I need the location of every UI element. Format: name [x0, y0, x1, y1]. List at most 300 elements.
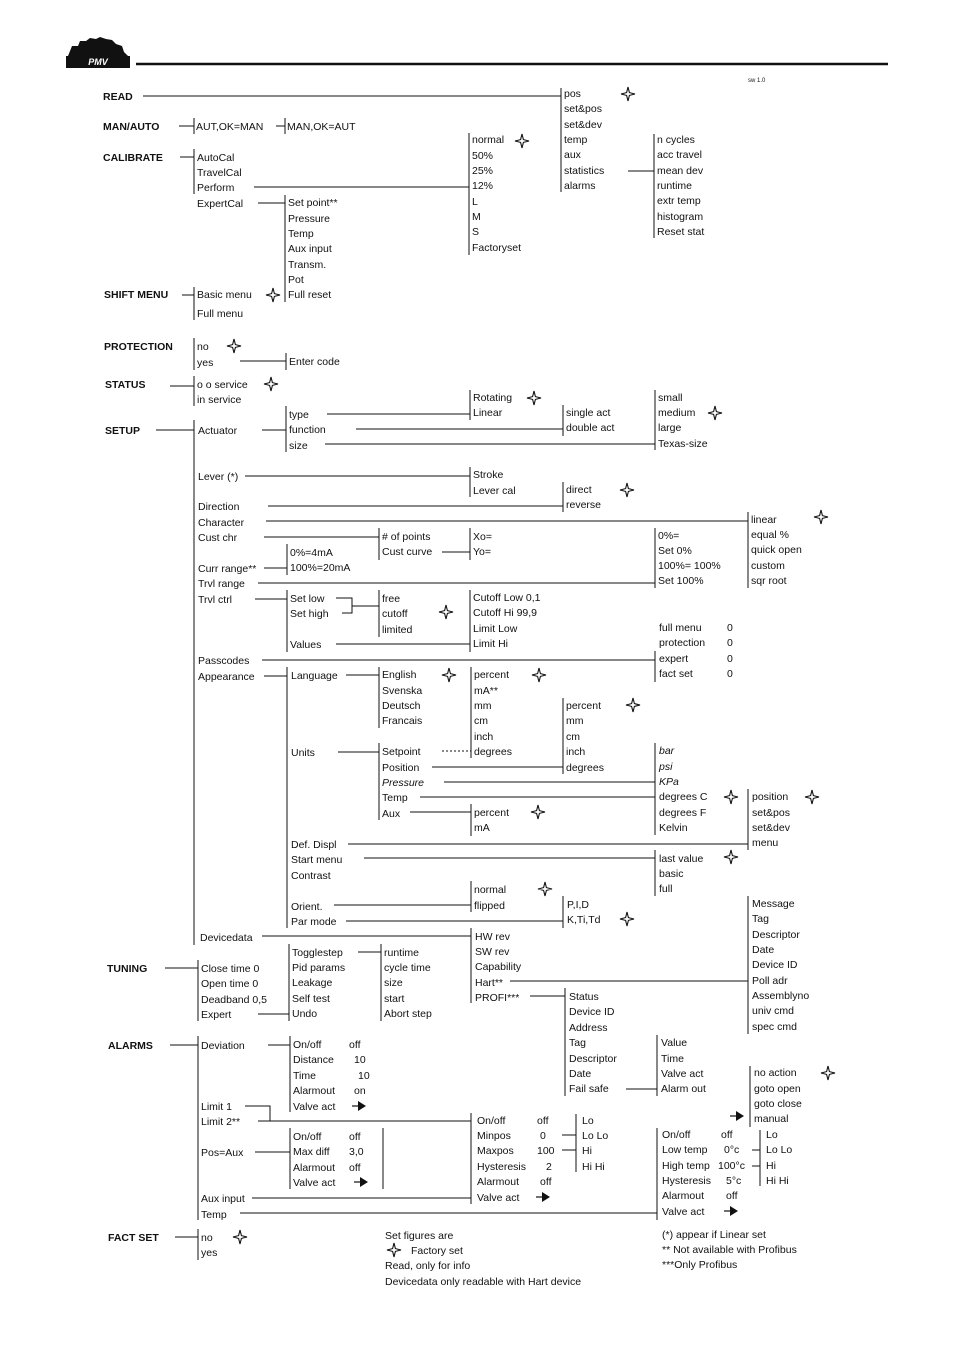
- cust-chr-item: Cust curve: [382, 546, 433, 558]
- goto-arrow-icon: [354, 1177, 368, 1187]
- limit-name: Hysteresis: [477, 1161, 527, 1173]
- alarms-item: Limit 1: [201, 1101, 232, 1113]
- profi-item: Address: [569, 1022, 608, 1034]
- appearance-item: Orient.: [291, 901, 323, 913]
- devicedata-item: Capability: [475, 961, 522, 973]
- togglestep-item: Abort step: [384, 1008, 432, 1020]
- calibrate-item: ExpertCal: [197, 198, 244, 210]
- limit-alarmout-item: Hi: [582, 1145, 592, 1157]
- trvl-ctrl-item: Set high: [290, 608, 329, 620]
- set-mode-item: free: [382, 593, 401, 605]
- size-item: medium: [658, 407, 696, 419]
- language-item: Deutsch: [382, 700, 421, 712]
- hart-item: Message: [752, 898, 795, 910]
- aux-unit: mA: [474, 822, 490, 834]
- trvl-ctrl-item: Set low: [290, 593, 325, 605]
- expertcal-item: Temp: [288, 228, 314, 240]
- legend: [385, 1230, 581, 1288]
- tuning-expert-item: Togglestep: [292, 947, 343, 959]
- legend-line: Read, only for info: [385, 1260, 471, 1272]
- deviation-value: off: [349, 1039, 361, 1051]
- setpoint-unit: mA**: [474, 685, 498, 697]
- position-unit: mm: [566, 715, 584, 727]
- profi-item: Status: [569, 991, 599, 1003]
- posaux-value: 3,0: [349, 1146, 364, 1158]
- togglestep-item: size: [384, 977, 403, 989]
- fail-safe-item: Time: [661, 1053, 684, 1065]
- factory-set-star-icon: [233, 1230, 247, 1244]
- def-displ-item: set&dev: [752, 822, 790, 834]
- passcode-value: 0: [727, 622, 733, 634]
- temp-alarm-name: Alarmout: [662, 1190, 705, 1202]
- profi-items: [569, 991, 617, 1095]
- factory-set-star-icon: [515, 134, 529, 148]
- passcode-name: fact set: [659, 668, 693, 680]
- perform-items: [472, 134, 521, 254]
- position-unit: inch: [566, 746, 586, 758]
- calibrate-item: Perform: [197, 182, 235, 194]
- temp-alarmout-item: Lo Lo: [766, 1144, 793, 1156]
- passcode-name: full menu: [659, 622, 702, 634]
- deviation-value: 10: [358, 1070, 370, 1082]
- fact-set-item: yes: [201, 1247, 218, 1259]
- size-item: large: [658, 422, 682, 434]
- temp-alarm-value: 0°c: [724, 1144, 740, 1156]
- deviation-value: 10: [354, 1054, 366, 1066]
- setup-direction: Direction: [198, 501, 240, 513]
- setpoint-unit: inch: [474, 731, 494, 743]
- profi-item: Date: [569, 1068, 592, 1080]
- temp-unit: degrees C: [659, 791, 708, 803]
- aux-unit: percent: [474, 807, 510, 819]
- character-item: custom: [751, 560, 785, 572]
- posaux-name: Alarmout: [293, 1162, 336, 1174]
- par-mode-item: P,I,D: [567, 899, 589, 911]
- units-item: Setpoint: [382, 746, 421, 758]
- profi-item: Tag: [569, 1037, 586, 1049]
- trvl-range-item: Set 100%: [658, 575, 704, 587]
- read-item: set&pos: [564, 103, 602, 115]
- read-item: alarms: [564, 180, 596, 192]
- goto-arrow-icon: [352, 1101, 366, 1111]
- actuator-item: function: [289, 424, 326, 436]
- function-item: single act: [566, 407, 611, 419]
- trvl-values-item: Limit Low: [473, 623, 518, 635]
- temp-alarm-name: Valve act: [662, 1206, 705, 1218]
- togglestep-item: start: [384, 993, 405, 1005]
- units-item: Pressure: [382, 777, 425, 789]
- pmv-logo: [66, 37, 130, 68]
- curr-range-item: 0%=4mA: [290, 547, 333, 559]
- language-item: English: [382, 669, 417, 681]
- deviation-name: Alarmout: [293, 1085, 336, 1097]
- connector-line: [336, 598, 379, 613]
- setup-trvl-ctrl: Trvl ctrl: [198, 594, 233, 606]
- factory-set-star-icon: [531, 805, 545, 819]
- perform-item: 50%: [472, 150, 494, 162]
- actuator-item: size: [289, 440, 308, 452]
- setup-devicedata: Devicedata: [200, 932, 253, 944]
- pmv-logo-text: PMV: [88, 57, 108, 67]
- deviation-name: Distance: [293, 1054, 334, 1066]
- protection-enter-code: Enter code: [289, 356, 340, 368]
- limit-alarmout-item: Hi Hi: [582, 1161, 605, 1173]
- temp-alarm-value: 100°c: [718, 1160, 745, 1172]
- factory-set-star-icon: [538, 882, 552, 896]
- deviation-name: Time: [293, 1070, 316, 1082]
- expertcal-item: Transm.: [288, 259, 327, 271]
- units-item: Aux: [382, 808, 401, 820]
- menu-status: STATUS: [105, 379, 146, 391]
- direction-item: direct: [566, 484, 592, 496]
- passcode-value: 0: [727, 637, 733, 649]
- position-unit: degrees: [566, 762, 604, 774]
- deviation-name: Valve act: [293, 1101, 336, 1113]
- tuning-expert-item: Self test: [292, 993, 330, 1005]
- shift-item: Full menu: [197, 308, 244, 320]
- limit-value: off: [537, 1115, 549, 1127]
- trvl-range-item: Set 0%: [658, 545, 692, 557]
- temp-alarm-name: Hysteresis: [662, 1175, 712, 1187]
- setup-cust-chr: Cust chr: [198, 532, 238, 544]
- direction-item: reverse: [566, 499, 602, 511]
- legend-line: Devicedata only readable with Hart device: [385, 1276, 582, 1288]
- legend-line: Factory set: [411, 1245, 463, 1257]
- limit-value: 2: [546, 1161, 552, 1173]
- temp-alarm-name: Low temp: [662, 1144, 708, 1156]
- statistics-item: acc travel: [657, 149, 702, 161]
- expertcal-item: Full reset: [288, 289, 332, 301]
- goto-arrow-icon: [724, 1206, 738, 1216]
- setup-lever: Lever (*): [198, 471, 239, 483]
- profi-item: Descriptor: [569, 1053, 617, 1065]
- temp-alarmout-item: Hi Hi: [766, 1175, 789, 1187]
- fail-safe-item: Alarm out: [661, 1083, 706, 1095]
- read-item: set&dev: [564, 119, 602, 131]
- passcode-value: 0: [727, 668, 733, 680]
- hart-item: Descriptor: [752, 929, 800, 941]
- factory-set-star-icon: [527, 391, 541, 405]
- hart-items: [752, 898, 809, 1033]
- temp-alarmout-item: Hi: [766, 1160, 776, 1172]
- man-auto-item: AUT,OK=MAN: [196, 121, 264, 133]
- menu-fact-set: FACT SET: [108, 1232, 159, 1244]
- temp-alarm-name: High temp: [662, 1160, 710, 1172]
- factory-set-star-icon: [724, 850, 738, 864]
- cust-curve-xo: Xo=: [473, 531, 492, 543]
- footnote: ** Not available with Profibus: [662, 1244, 797, 1256]
- footnotes: [662, 1229, 797, 1271]
- orient-item: normal: [474, 884, 507, 896]
- valve-act-item: no action: [754, 1067, 797, 1079]
- goto-arrow-icon: [536, 1192, 550, 1202]
- perform-item: normal: [472, 134, 505, 146]
- appearance-item: Language: [291, 670, 338, 682]
- factory-set-star-icon: [227, 339, 241, 353]
- bracket-line: [562, 1114, 576, 1172]
- passcode-value: 0: [727, 653, 733, 665]
- def-displ-item: position: [752, 791, 789, 803]
- start-menu-item: last value: [659, 853, 704, 865]
- alarms-item: Pos=Aux: [201, 1147, 244, 1159]
- legend-line: Set figures are: [385, 1230, 454, 1242]
- togglestep-item: runtime: [384, 947, 420, 959]
- posaux-name: Max diff: [293, 1146, 330, 1158]
- lever-item: Stroke: [473, 469, 504, 481]
- type-item: Rotating: [473, 392, 513, 404]
- setup-trvl-range: Trvl range: [198, 578, 245, 590]
- profi-item: Device ID: [569, 1006, 615, 1018]
- menu-read: READ: [103, 91, 133, 103]
- tuning-item: Deadband 0,5: [201, 994, 267, 1006]
- status-item: o o service: [197, 379, 248, 391]
- temp-alarm-name: On/off: [662, 1129, 691, 1141]
- start-menu-item: full: [659, 883, 673, 895]
- alarms-item: Temp: [201, 1209, 227, 1221]
- limit-value: 0: [540, 1130, 546, 1142]
- valve-act-item: goto close: [754, 1098, 802, 1110]
- alarms-item: Aux input: [201, 1193, 245, 1205]
- function-item: double act: [566, 422, 615, 434]
- expertcal-items: [288, 197, 338, 301]
- valve-act-item: manual: [754, 1113, 789, 1125]
- menu-man-auto: MAN/AUTO: [103, 121, 160, 133]
- togglestep-item: cycle time: [384, 962, 431, 974]
- read-item: statistics: [564, 165, 605, 177]
- posaux-name: Valve act: [293, 1177, 336, 1189]
- shift-item: Basic menu: [197, 289, 252, 301]
- perform-item: S: [472, 226, 480, 238]
- par-mode-item: K,Ti,Td: [567, 914, 601, 926]
- factory-set-star-icon: [620, 912, 634, 926]
- limit-name: Alarmout: [477, 1176, 520, 1188]
- posaux-value: off: [349, 1131, 361, 1143]
- def-displ-item: menu: [752, 837, 779, 849]
- position-unit: cm: [566, 731, 580, 743]
- setpoint-unit: cm: [474, 715, 488, 727]
- statistics-item: n cycles: [657, 134, 695, 146]
- start-menu-item: basic: [659, 868, 684, 880]
- devicedata-item: Hart**: [475, 977, 504, 989]
- profi-item: Fail safe: [569, 1083, 609, 1095]
- temp-alarm-value: 5°c: [726, 1175, 742, 1187]
- footnote: (*) appear if Linear set: [662, 1229, 766, 1241]
- tuning-expert-item: Leakage: [292, 977, 333, 989]
- factory-set-star-icon: [264, 377, 278, 391]
- statistics-item: mean dev: [657, 165, 704, 177]
- temp-unit: Kelvin: [659, 822, 688, 834]
- statistics-item: extr temp: [657, 195, 701, 207]
- appearance-item: Contrast: [291, 870, 331, 882]
- factory-set-star-icon: [532, 668, 546, 682]
- orient-item: flipped: [474, 900, 505, 912]
- appearance-item: Def. Displ: [291, 839, 337, 851]
- actuator-item: type: [289, 409, 309, 421]
- units-item: Position: [382, 762, 420, 774]
- trvl-range-item: 0%=: [658, 530, 680, 542]
- status-item: in service: [197, 394, 242, 406]
- menu-setup: SETUP: [105, 425, 141, 437]
- tuning-expert-item: Pid params: [292, 962, 346, 974]
- perform-item: 12%: [472, 180, 494, 192]
- setpoint-unit: mm: [474, 700, 492, 712]
- posaux-name: On/off: [293, 1131, 322, 1143]
- character-item: equal %: [751, 529, 789, 541]
- setup-appearance: Appearance: [198, 671, 255, 683]
- read-items: [564, 88, 604, 192]
- menu-protection: PROTECTION: [104, 341, 173, 353]
- bracket-line: [752, 1130, 760, 1186]
- fail-safe-item: Valve act: [661, 1068, 704, 1080]
- setup-passcodes: Passcodes: [198, 655, 250, 667]
- size-item: Texas-size: [658, 438, 708, 450]
- factory-set-star-icon: [814, 510, 828, 524]
- limit-alarmout-item: Lo Lo: [582, 1130, 609, 1142]
- pressure-unit: KPa: [659, 776, 679, 788]
- fact-set-item: no: [201, 1232, 213, 1244]
- devicedata-item: PROFI***: [475, 992, 520, 1004]
- alarms-item: Limit 2**: [201, 1116, 241, 1128]
- factory-set-star-icon: [620, 483, 634, 497]
- cust-curve-yo: Yo=: [473, 546, 492, 558]
- temp-unit: degrees F: [659, 807, 707, 819]
- tuning-item: Close time 0: [201, 963, 260, 975]
- perform-item: Factoryset: [472, 242, 522, 254]
- goto-arrow-icon: [730, 1111, 744, 1121]
- temp-alarm-value: off: [721, 1129, 733, 1141]
- statistics-item: Reset stat: [657, 226, 705, 238]
- read-item: aux: [564, 149, 581, 161]
- menu-shift: SHIFT MENU: [104, 289, 169, 301]
- setup-character: Character: [198, 517, 245, 529]
- hart-item: Poll adr: [752, 975, 788, 987]
- read-item: pos: [564, 88, 581, 100]
- trvl-values-item: Cutoff Hi 99,9: [473, 607, 538, 619]
- expertcal-item: Aux input: [288, 243, 332, 255]
- factory-set-star-icon: [724, 790, 738, 804]
- def-displ-item: set&pos: [752, 807, 790, 819]
- perform-item: L: [472, 196, 478, 208]
- trvl-values-item: Cutoff Low 0,1: [473, 592, 541, 604]
- tuning-expert-item: Undo: [292, 1008, 318, 1020]
- limit-name: Minpos: [477, 1130, 511, 1142]
- units-item: Temp: [382, 792, 408, 804]
- position-unit: percent: [566, 700, 602, 712]
- expertcal-item: Pressure: [288, 213, 331, 225]
- character-item: sqr root: [751, 575, 787, 587]
- hart-item: Assemblyno: [752, 990, 810, 1002]
- posaux-value: off: [349, 1162, 361, 1174]
- size-item: small: [658, 392, 683, 404]
- trvl-ctrl-item: Values: [290, 639, 322, 651]
- hart-item: spec cmd: [752, 1021, 797, 1033]
- hart-item: univ cmd: [752, 1005, 795, 1017]
- perform-item: 25%: [472, 165, 494, 177]
- hart-item: Tag: [752, 913, 769, 925]
- factory-set-star-icon: [708, 406, 722, 420]
- limit-name: Maxpos: [477, 1145, 514, 1157]
- fail-safe-item: Value: [661, 1037, 688, 1049]
- factory-set-star-icon: [626, 698, 640, 712]
- devicedata-item: SW rev: [475, 946, 510, 958]
- factory-set-star-icon: [442, 668, 456, 682]
- pressure-unit: bar: [659, 745, 675, 757]
- deviation-value: on: [354, 1085, 366, 1097]
- language-item: Svenska: [382, 685, 423, 697]
- appearance-item: Units: [291, 747, 315, 759]
- menu-tuning: TUNING: [107, 963, 148, 975]
- footnote: ***Only Profibus: [662, 1259, 738, 1271]
- temp-alarm-value: off: [726, 1190, 738, 1202]
- limit-name: Valve act: [477, 1192, 520, 1204]
- set-mode-item: cutoff: [382, 608, 408, 620]
- menu-alarms: ALARMS: [108, 1040, 153, 1052]
- protection-item: no: [197, 341, 209, 353]
- trvl-values-item: Limit Hi: [473, 638, 509, 650]
- character-item: quick open: [751, 544, 802, 556]
- set-mode-item: limited: [382, 624, 413, 636]
- deviation-name: On/off: [293, 1039, 322, 1051]
- factory-set-star-icon: [805, 790, 819, 804]
- tuning-item: Open time 0: [201, 978, 259, 990]
- version-label: sw 1.0: [748, 78, 766, 84]
- lever-item: Lever cal: [473, 485, 516, 497]
- character-item: linear: [751, 514, 777, 526]
- limit-alarmout-item: Lo: [582, 1115, 594, 1127]
- statistics-items: [657, 134, 704, 238]
- factory-set-star-icon: [266, 288, 280, 302]
- appearance-item: Par mode: [291, 916, 337, 928]
- language-item: Francais: [382, 715, 423, 727]
- expertcal-item: Set point**: [288, 197, 338, 209]
- man-auto-item: MAN,OK=AUT: [287, 121, 356, 133]
- cust-chr-item: # of points: [382, 531, 431, 543]
- setpoint-unit: degrees: [474, 746, 512, 758]
- passcode-name: expert: [659, 653, 689, 665]
- statistics-item: histogram: [657, 211, 704, 223]
- valve-act-item: goto open: [754, 1083, 801, 1095]
- calibrate-item: TravelCal: [197, 167, 242, 179]
- limit-value: off: [540, 1176, 552, 1188]
- setpoint-unit: percent: [474, 669, 510, 681]
- setup-curr-range: Curr range**: [198, 563, 257, 575]
- alarms-item: Deviation: [201, 1040, 245, 1052]
- limit-name: On/off: [477, 1115, 506, 1127]
- perform-item: M: [472, 211, 481, 223]
- limit-value: 100: [537, 1145, 555, 1157]
- factory-set-star-icon: [621, 87, 635, 101]
- calibrate-item: AutoCal: [197, 152, 235, 164]
- type-item: Linear: [473, 407, 503, 419]
- expertcal-item: Pot: [288, 274, 304, 286]
- read-item: temp: [564, 134, 588, 146]
- factory-set-star-icon: [821, 1066, 835, 1080]
- passcode-name: protection: [659, 637, 706, 649]
- protection-item: yes: [197, 357, 214, 369]
- tuning-item: Expert: [201, 1009, 232, 1021]
- trvl-range-item: 100%= 100%: [658, 560, 721, 572]
- devicedata-item: HW rev: [475, 931, 510, 943]
- pressure-unit: psi: [659, 761, 673, 773]
- statistics-item: runtime: [657, 180, 693, 192]
- setup-actuator: Actuator: [198, 425, 238, 437]
- temp-alarmout-item: Lo: [766, 1129, 778, 1141]
- hart-item: Device ID: [752, 959, 798, 971]
- hart-item: Date: [752, 944, 775, 956]
- appearance-item: Start menu: [291, 854, 343, 866]
- factory-set-star-icon: [439, 605, 453, 619]
- factory-set-star-icon: [387, 1243, 401, 1257]
